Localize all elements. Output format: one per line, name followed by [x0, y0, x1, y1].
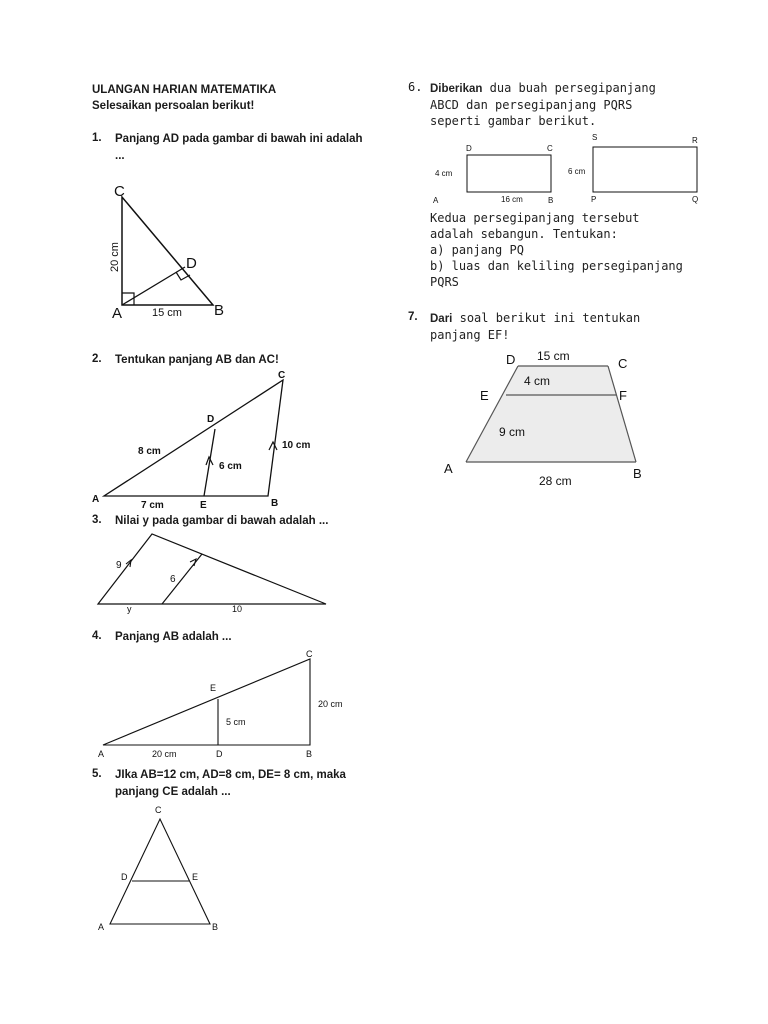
label-e: E	[200, 500, 207, 511]
label-ac-length: 20 cm	[109, 242, 121, 272]
label-b: B	[633, 466, 642, 481]
segment-inner	[162, 554, 202, 604]
label-a: A	[433, 196, 439, 205]
question-1-number: 1.	[92, 132, 102, 144]
label-p: P	[591, 195, 597, 204]
figure-q7	[436, 342, 658, 490]
label-dc-length: 15 cm	[537, 349, 570, 363]
instruction-text: Selesaikan persoalan berikut!	[92, 100, 255, 112]
label-a: A	[112, 305, 123, 322]
label-e: E	[210, 683, 217, 693]
label-b: B	[306, 749, 313, 759]
label-ab-length: 16 cm	[501, 195, 523, 204]
question-7-lead: Dari	[430, 313, 453, 325]
label-ps-length: 6 cm	[568, 167, 586, 176]
question-6-line-5: PQRS	[430, 275, 459, 289]
figure-q4	[92, 645, 352, 763]
label-side-6: 6	[170, 574, 176, 585]
question-6-number: 6.	[408, 80, 423, 94]
triangle-abc	[104, 380, 283, 496]
label-d: D	[216, 749, 223, 759]
label-r: R	[692, 136, 698, 145]
parallel-arrow-bc	[269, 442, 277, 450]
label-bc-length: 20 cm	[318, 699, 343, 709]
question-6-part-a: a) panjang PQ	[430, 243, 524, 257]
label-a: A	[444, 461, 453, 476]
label-d: D	[121, 872, 128, 882]
label-e: E	[480, 388, 489, 403]
page-title: ULANGAN HARIAN MATEMATIKA	[92, 84, 277, 96]
question-4-text: Panjang AB adalah ...	[115, 631, 232, 643]
figure-q3	[90, 528, 335, 616]
question-3-text: Nilai y pada gambar di bawah adalah ...	[115, 515, 329, 527]
label-ad-length: 8 cm	[138, 446, 161, 457]
label-d: D	[207, 414, 215, 425]
question-1-text: Panjang AD pada gambar di bawah ini adalah ...	[115, 133, 363, 162]
question-6-line-1: Kedua persegipanjang tersebut	[430, 211, 640, 225]
label-b: B	[548, 196, 554, 205]
question-6-text-rest: dua buah persegipanjang ABCD dan persegipanjang PQRS seperti gambar berikut.	[430, 81, 656, 128]
triangle-abc	[122, 197, 213, 305]
label-d: D	[466, 144, 472, 153]
question-4-number: 4.	[92, 630, 102, 642]
question-6-followup	[430, 210, 710, 290]
triangle-outer	[98, 534, 326, 604]
label-ad-length: 20 cm	[152, 749, 177, 759]
label-c: C	[306, 649, 313, 659]
label-ae-length: 7 cm	[141, 500, 164, 511]
question-6-line-2: adalah sebangun. Tentukan:	[430, 227, 618, 241]
segment-de	[204, 429, 215, 496]
label-s: S	[592, 133, 598, 142]
question-5-number: 5.	[92, 768, 102, 780]
label-c: C	[278, 370, 286, 381]
question-2-text: Tentukan panjang AB dan AC!	[115, 354, 279, 366]
question-7-text-rest: soal berikut ini tentukan panjang EF!	[430, 311, 641, 342]
figure-q2	[88, 365, 328, 515]
segment-ad	[122, 267, 185, 305]
label-ab-length: 28 cm	[539, 474, 572, 488]
label-y: y	[127, 604, 132, 614]
figure-q6	[430, 132, 710, 210]
figure-q5	[92, 802, 232, 937]
question-5-text: JIka AB=12 cm, AD=8 cm, DE= 8 cm, maka panjang CE adalah ...	[115, 769, 346, 798]
figure-q1	[100, 180, 250, 325]
label-ab-length: 15 cm	[152, 307, 182, 319]
label-b: B	[212, 922, 219, 932]
question-3-number: 3.	[92, 514, 102, 526]
rectangle-pqrs	[593, 147, 697, 192]
label-d: D	[506, 352, 516, 367]
label-bc-length: 10 cm	[282, 440, 311, 451]
question-7-text	[430, 310, 690, 343]
question-6-text	[430, 80, 690, 129]
label-c: C	[114, 183, 125, 200]
label-a: A	[98, 749, 105, 759]
right-angle-d	[176, 272, 190, 280]
label-c: C	[155, 805, 162, 815]
question-6-part-b: b) luas dan keliling persegipanjang	[430, 259, 683, 273]
question-7-number: 7.	[408, 311, 418, 323]
label-base-10: 10	[232, 604, 243, 614]
label-c: C	[547, 144, 553, 153]
label-f: F	[619, 388, 627, 403]
label-d: D	[186, 255, 197, 272]
label-a: A	[92, 494, 100, 505]
question-6-lead: Diberikan	[430, 83, 483, 95]
label-side-9: 9	[116, 560, 122, 571]
label-ad-length: 4 cm	[435, 169, 453, 178]
label-de-length: 6 cm	[219, 461, 242, 472]
label-a: A	[98, 922, 105, 932]
label-e: E	[192, 872, 199, 882]
label-b: B	[214, 302, 225, 319]
triangle-abc	[103, 659, 310, 745]
label-ea-length: 9 cm	[499, 425, 526, 439]
question-2-number: 2.	[92, 353, 102, 365]
label-q: Q	[692, 195, 699, 204]
label-de-length: 4 cm	[524, 374, 551, 388]
label-de-length: 5 cm	[226, 717, 246, 727]
rectangle-abcd	[467, 155, 551, 192]
label-c: C	[618, 356, 628, 371]
label-b: B	[271, 498, 279, 509]
